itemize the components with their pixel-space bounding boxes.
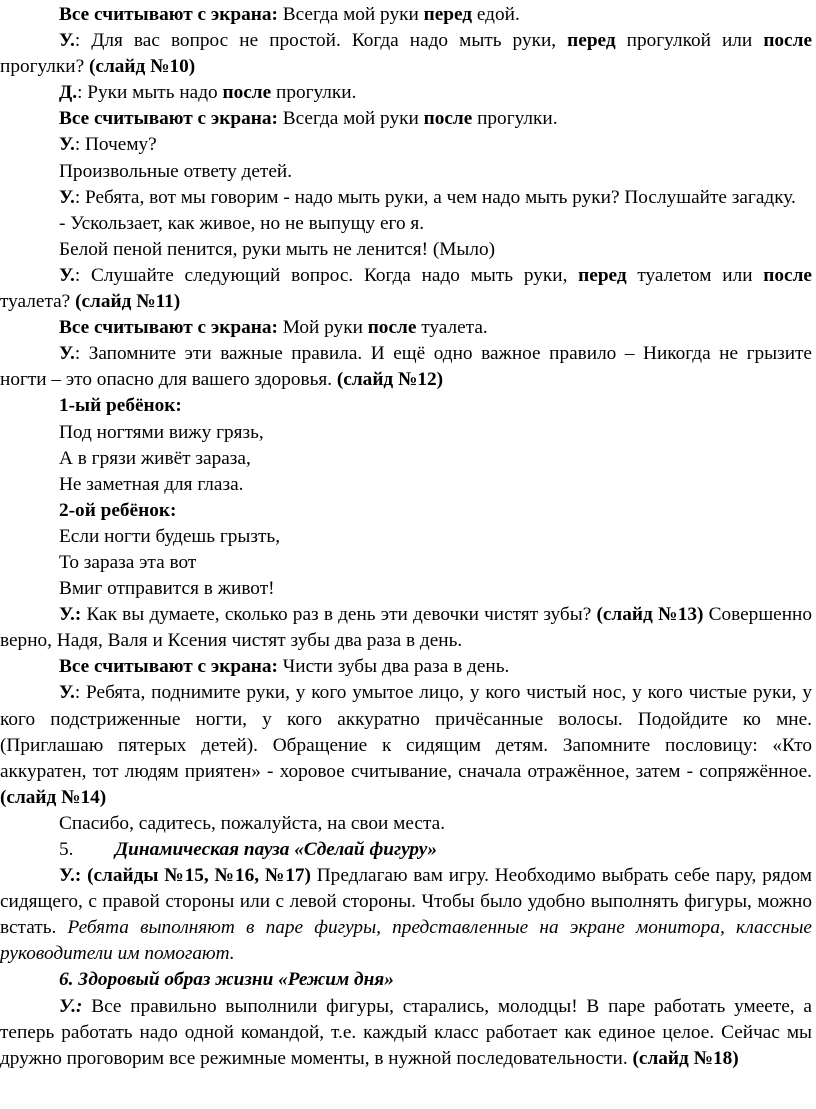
speaker-label: У.	[59, 343, 75, 365]
text: Мой руки	[277, 317, 368, 339]
poem-line	[0, 420, 812, 446]
text: А в грязи живёт зараза,	[59, 447, 251, 469]
poem-line	[0, 576, 812, 602]
speaker-label: У.:	[59, 995, 83, 1017]
bold-word: после	[222, 82, 272, 104]
speaker-label: Все считывают с экрана:	[59, 108, 278, 130]
section-number: 5.	[59, 839, 74, 860]
paragraph-7	[0, 185, 812, 211]
speaker-label: 2-ой ребёнок:	[59, 499, 177, 521]
paragraph-23	[0, 680, 812, 810]
paragraph-1	[0, 2, 812, 28]
bold-word: перед	[423, 4, 473, 25]
text: Все правильно выполнили фигуры, старались, молодцы! В паре работать умеете, а теперь работать надо одной командой, т.е. каждый класс работает как единое целое. Сейчас мы дружно проговорим все режимные моменты, в нужной последовательности.	[0, 995, 812, 1069]
section-title: 6. Здоровый образ жизни «Режим дня»	[59, 969, 394, 991]
slide-ref: (слайд №11)	[75, 291, 181, 313]
text: туалета.	[416, 317, 488, 339]
speaker-label: У.	[59, 30, 75, 52]
text: прогулкой или	[615, 30, 764, 52]
bold-word: перед	[567, 30, 616, 52]
section-heading-6	[0, 967, 812, 993]
paragraph-5	[0, 132, 812, 158]
text: прогулки.	[472, 108, 558, 130]
text: туалета?	[0, 291, 76, 313]
paragraph-22	[0, 654, 812, 680]
bold-word: после	[423, 108, 473, 130]
speaker-label: Все считывают с экрана:	[59, 4, 278, 25]
text: : Ребята, поднимите руки, у кого умытое лицо, у кого чистый нос, у кого чистые руки, у кого подстриженные ногти, у кого аккуратно причёсанные волосы. Подойдите ко мне. (Приглашаю пятерых детей). Обращение к сидящим детям. Запомните пословицу: «Кто аккуратен, тот людям приятен» - хоровое считывание, сначала отражённое, затем - сопряжённое.	[0, 682, 812, 782]
speaker-label: Все считывают с экрана:	[59, 656, 278, 678]
slide-ref: (слайд №18)	[632, 1047, 739, 1069]
text: прогулки?	[0, 56, 89, 78]
text: Если ногти будешь грызть,	[59, 525, 281, 547]
text: Как вы думаете, сколько раз в день эти девочки чистят зубы?	[81, 604, 597, 626]
speaker-label: У.	[59, 186, 75, 208]
speaker-label: Д.	[59, 82, 78, 104]
bold-word: после	[763, 264, 812, 286]
text: Не заметная для глаза.	[59, 473, 244, 495]
text: Всегда мой руки	[277, 108, 424, 130]
speaker-label: У.	[59, 682, 75, 704]
text: : Руки мыть надо	[77, 82, 223, 104]
text: Белой пеной пенится, руки мыть не ленится! (Мыло)	[59, 238, 496, 260]
riddle-line-2	[0, 237, 812, 263]
text: Вмиг отправится в живот!	[59, 578, 275, 600]
slide-ref: (слайд №14)	[0, 786, 107, 808]
speaker-label: У.: (слайды №15, №16, №17)	[59, 865, 311, 887]
paragraph-2	[0, 28, 812, 80]
speaker-label: У.	[59, 264, 75, 286]
section-heading-5	[0, 837, 812, 863]
paragraph-3	[0, 80, 812, 106]
text: : Для вас вопрос не простой. Когда надо мыть руки,	[74, 30, 568, 52]
text: : Почему?	[74, 134, 157, 156]
text: Всегда мой руки	[277, 4, 424, 25]
text: едой.	[472, 4, 520, 25]
speaker-label: 1-ый ребёнок:	[59, 395, 182, 417]
riddle-line-1	[0, 211, 812, 237]
slide-ref: (слайд №12)	[336, 369, 444, 391]
text: : Ребята, вот мы говорим - надо мыть руки, а чем надо мыть руки? Послушайте загадку.	[74, 186, 796, 208]
text: : Слушайте следующий вопрос. Когда надо мыть руки,	[74, 264, 579, 286]
poem-line	[0, 550, 812, 576]
paragraph-26	[0, 863, 812, 967]
poem-line	[0, 472, 812, 498]
paragraph-6	[0, 159, 812, 185]
paragraph-28	[0, 994, 812, 1072]
paragraph-11	[0, 315, 812, 341]
text: Чисти зубы два раза в день.	[277, 656, 510, 678]
paragraph-4	[0, 106, 812, 132]
bold-word: после	[763, 30, 812, 52]
text: Спасибо, садитесь, пожалуйста, на свои места.	[59, 812, 446, 834]
text: Предлагаю вам игру. Необходимо выбрать себе пару, рядом сидящего, с правой стороны или с левой стороны. Чтобы было удобно выполнять фигуры, можно встать.	[0, 865, 812, 939]
text: : Запомните эти важные правила. И ещё одно важное правило – Никогда не грызите ногти – это опасно для вашего здоровья.	[0, 343, 812, 391]
text: - Ускользает, как живое, но не выпущу его я.	[59, 212, 425, 234]
slide-ref: (слайд №13)	[596, 604, 704, 626]
speaker-label: Все считывают с экрана:	[59, 317, 278, 339]
stage-direction: Ребята выполняют в паре фигуры, представленные на экране монитора, классные руководители им помогают.	[0, 917, 812, 965]
speaker-label: У.:	[59, 604, 82, 626]
speaker-label: У.	[59, 134, 75, 156]
text: То зараза эта вот	[59, 551, 197, 573]
paragraph-12	[0, 341, 812, 393]
bold-word: после	[367, 317, 417, 339]
text: туалетом или	[626, 264, 764, 286]
poem-line	[0, 524, 812, 550]
paragraph-21	[0, 602, 812, 654]
poem-speaker-2	[0, 498, 812, 524]
text: Под ногтями вижу грязь,	[59, 421, 264, 443]
text: Произвольные ответу детей.	[59, 160, 293, 182]
slide-ref: (слайд №10)	[89, 56, 196, 78]
poem-speaker-1	[0, 393, 812, 419]
text: Совершенно верно, Надя, Валя и Ксения чистят зубы два раза в день.	[0, 604, 812, 652]
bold-word: перед	[578, 264, 627, 286]
poem-line	[0, 446, 812, 472]
text: прогулки.	[271, 82, 357, 104]
paragraph-24	[0, 811, 812, 837]
paragraph-10	[0, 263, 812, 315]
section-title: Динамическая пауза «Сделай фигуру»	[115, 839, 437, 860]
